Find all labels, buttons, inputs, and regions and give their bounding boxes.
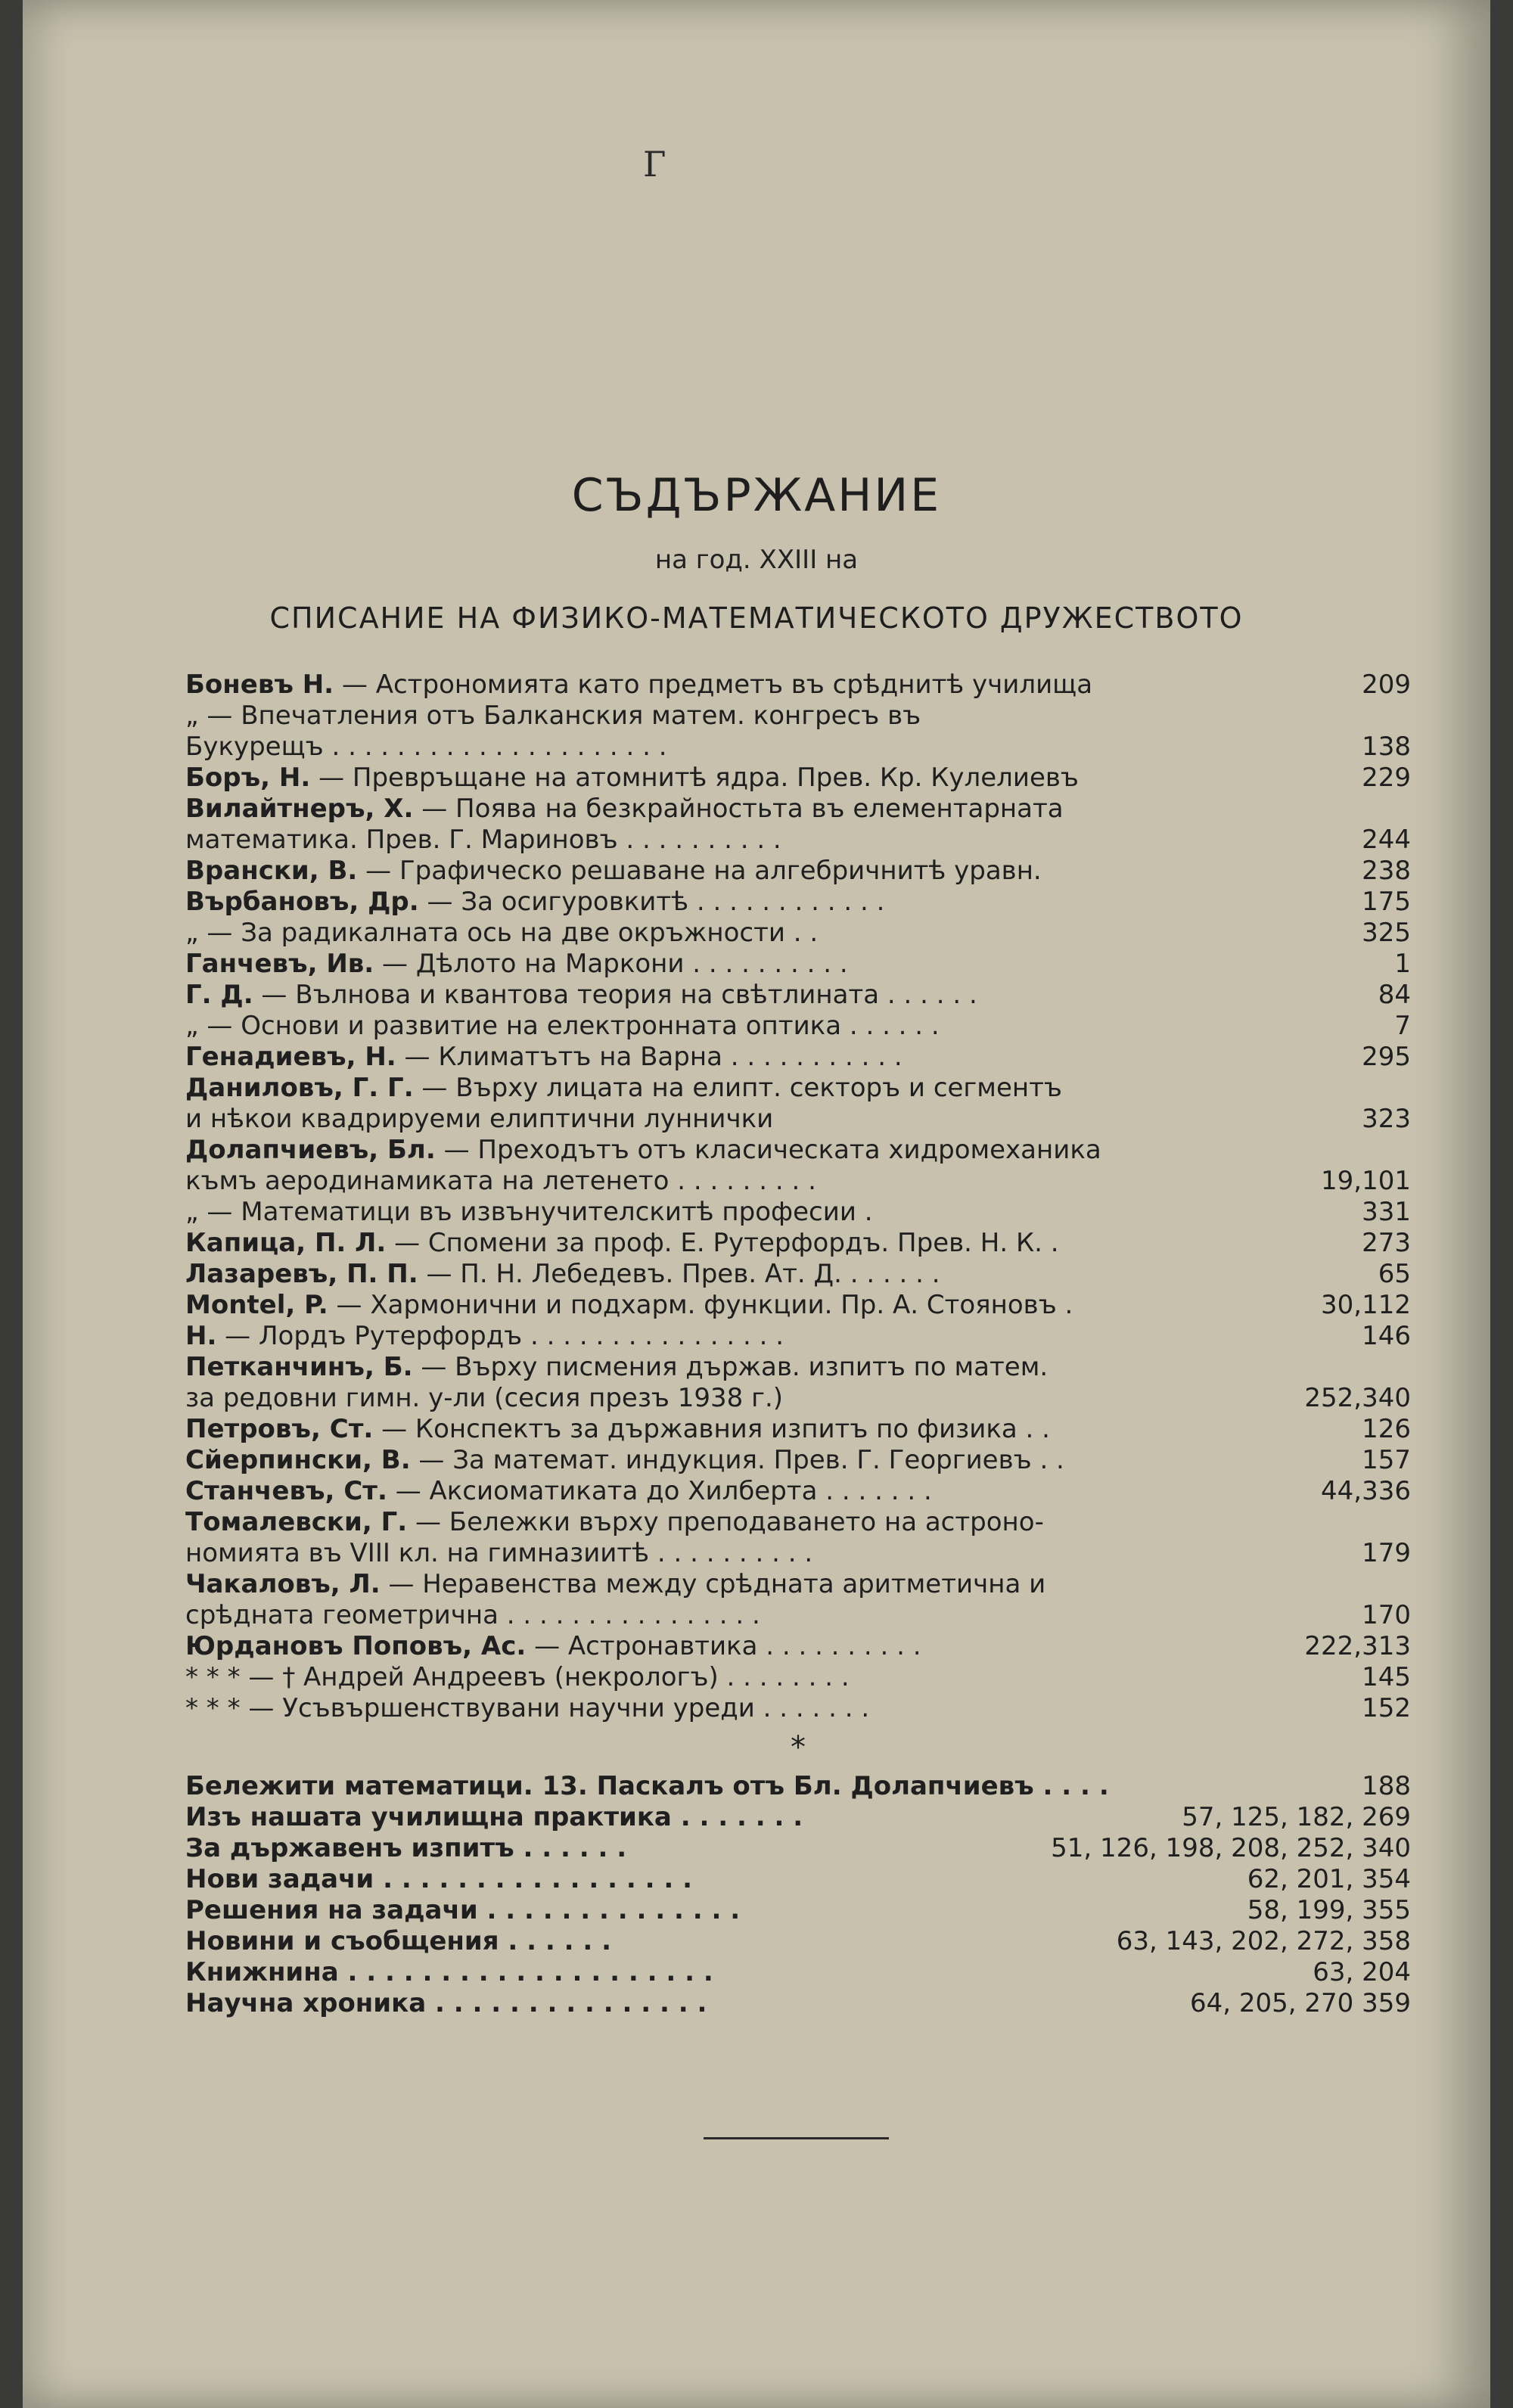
entry-author: Montel, P. (185, 1290, 328, 1320)
entry-title: — Спомени за проф. Е. Рутерфордъ. Прев. Н. К. . (386, 1228, 1059, 1258)
page-folio: Г (643, 144, 666, 185)
misc-pages: 64, 205, 270 359 (1190, 1988, 1411, 2018)
entry-text (185, 1600, 760, 1631)
entry-title: — Върху лицата на елипт. секторъ и сегментъ (413, 1073, 1062, 1103)
toc-entry (185, 1104, 1411, 1135)
entry-title: — Дѣлото на Маркони . . . . . . . . . . (374, 949, 848, 979)
toc-entry (185, 1197, 1411, 1228)
entry-title: — Превръщане на атомнитѣ ядра. Прев. Кр. Кулелиевъ (310, 763, 1079, 793)
entry-pages: 209 (1362, 670, 1411, 700)
toc-entry (185, 1662, 1411, 1693)
entry-text (185, 1259, 940, 1290)
entry-pages: 175 (1362, 887, 1411, 917)
entry-title: за редовни гимн. у-ли (сесия презъ 1938 г.) (185, 1383, 784, 1413)
entry-author: Даниловъ, Г. Г. (185, 1073, 414, 1103)
misc-title: Новини и съобщения . . . . . . (185, 1926, 612, 1956)
toc-entry (185, 1135, 1411, 1166)
entry-title: къмъ аеродинамиката на летенето . . . . . . . . . (185, 1166, 816, 1196)
entry-author: Петканчинъ, Б. (185, 1352, 413, 1382)
toc-entry (185, 1507, 1411, 1538)
entry-author: Чакаловъ, Л. (185, 1569, 381, 1599)
entry-text (185, 763, 1079, 794)
toc-entry (185, 1259, 1411, 1290)
misc-entry (185, 1895, 1411, 1926)
entry-author: Г. Д. (185, 980, 253, 1010)
entry-author: Долапчиевъ, Бл. (185, 1135, 436, 1165)
toc-entry (185, 918, 1411, 949)
entry-text (185, 1693, 869, 1724)
entry-text (185, 1104, 773, 1135)
toc-entry (185, 1538, 1411, 1569)
entry-text (185, 794, 1064, 825)
page-title: СЪДЪРЖАНИЕ (571, 469, 942, 522)
misc-title: Решения на задачи . . . . . . . . . . . . . . (185, 1895, 741, 1925)
misc-title: Нови задачи . . . . . . . . . . . . . . . . . (185, 1864, 693, 1894)
entry-title: — Астрономията като предметъ въ срѣднитѣ училища (334, 670, 1093, 700)
toc-entry (185, 1445, 1411, 1476)
toc-entry (185, 1631, 1411, 1662)
entry-author: Сйерпински, В. (185, 1445, 411, 1475)
entry-text (185, 1166, 816, 1197)
entry-title: „ — Впечатления отъ Балканския матем. конгресъ въ (185, 701, 921, 731)
entry-title: — Преходътъ отъ класическата хидромеханика (435, 1135, 1101, 1165)
entry-text (185, 1383, 783, 1414)
toc-entry (185, 1600, 1411, 1631)
misc-entry (185, 1771, 1411, 1802)
misc-entry (185, 1833, 1411, 1864)
misc-entry (185, 1926, 1411, 1957)
entry-title: — Лордъ Рутерфордъ . . . . . . . . . . . . . . . . (216, 1321, 784, 1351)
entry-title: номията въ VIII кл. на гимназиитѣ . . . . . . . . . . (185, 1538, 813, 1568)
entry-text (185, 1290, 1073, 1321)
misc-pages: 57, 125, 182, 269 (1182, 1802, 1411, 1832)
entry-pages: 331 (1362, 1197, 1411, 1227)
entry-author: Вилайтнеръ, Х. (185, 794, 414, 824)
misc-entry (185, 1988, 1411, 2019)
entry-title: — Астронавтика . . . . . . . . . . (526, 1631, 921, 1661)
toc-entry (185, 1383, 1411, 1414)
entry-text (185, 980, 977, 1011)
entry-text (185, 1476, 932, 1507)
misc-title: Научна хроника . . . . . . . . . . . . . . . (185, 1988, 707, 2018)
entry-title: „ — Основи и развитие на електронната оптика . . . . . . (185, 1011, 940, 1041)
entry-text (185, 1445, 1064, 1476)
entry-title: „ — За радикалната ось на две окръжности . . (185, 918, 819, 948)
entry-pages: 19,101 (1321, 1166, 1411, 1196)
entry-author: Н. (185, 1321, 217, 1351)
table-of-contents (185, 670, 1411, 2019)
entry-author: Ганчевъ, Ив. (185, 949, 374, 979)
entry-title: — Поява на безкрайностьта въ елементарната (413, 794, 1064, 824)
entry-text (185, 1073, 1062, 1104)
entry-author: Капица, П. Л. (185, 1228, 387, 1258)
entry-title: Букурещъ . . . . . . . . . . . . . . . . . . . . . (185, 732, 667, 762)
misc-entry (185, 1864, 1411, 1895)
volume-subtitle: на год. XXIII на (654, 545, 859, 575)
toc-entry (185, 1352, 1411, 1383)
toc-entry (185, 825, 1411, 856)
misc-pages: 51, 126, 198, 208, 252, 340 (1051, 1833, 1411, 1863)
entry-title: срѣдната геометрична . . . . . . . . . . . . . . . . (185, 1600, 760, 1630)
entry-pages: 84 (1378, 980, 1411, 1010)
entry-text (185, 1569, 1045, 1600)
entry-pages: 145 (1362, 1662, 1411, 1692)
toc-entry (185, 732, 1411, 763)
toc-entry (185, 763, 1411, 794)
toc-entry (185, 1042, 1411, 1073)
entry-author: Генадиевъ, Н. (185, 1042, 396, 1072)
journal-name: СПИСАНИЕ НА ФИЗИКО-МАТЕМАТИЧЕСКОТО ДРУЖЕСТВОТО (269, 601, 1244, 635)
misc-title: Изъ нашата училищна практика . . . . . . . (185, 1802, 803, 1832)
entry-text (185, 825, 781, 856)
toc-entry (185, 701, 1411, 732)
entry-text (185, 1352, 1048, 1383)
misc-title: Бележити математици. 13. Паскалъ отъ Бл. Долапчиевъ . . . . (185, 1771, 1109, 1801)
toc-entry (185, 1569, 1411, 1600)
toc-entry (185, 1476, 1411, 1507)
toc-entry (185, 856, 1411, 887)
toc-entry (185, 887, 1411, 918)
entry-pages: 126 (1362, 1414, 1411, 1444)
entry-pages: 170 (1362, 1600, 1411, 1630)
toc-entry (185, 1693, 1411, 1724)
entry-text (185, 1228, 1059, 1259)
entry-text (185, 701, 921, 732)
toc-entry (185, 1321, 1411, 1352)
entry-text (185, 670, 1092, 701)
entry-pages: 252,340 (1304, 1383, 1411, 1413)
toc-entry (185, 949, 1411, 980)
entry-title: — За осигуровкитѣ . . . . . . . . . . . . (418, 887, 885, 917)
entry-title: — Върху писмения държав. изпитъ по матем. (412, 1352, 1049, 1382)
entry-text (185, 1631, 921, 1662)
entry-title: * * * — † Андрей Андреевъ (некрологъ) . . . . . . . . (185, 1662, 850, 1692)
entry-pages: 273 (1362, 1228, 1411, 1258)
entry-pages: 179 (1362, 1538, 1411, 1568)
entry-title: и нѣкои квадрируеми елиптични луннички (185, 1104, 774, 1134)
entry-author: Лазаревъ, П. П. (185, 1259, 418, 1289)
entry-pages: 7 (1394, 1011, 1411, 1041)
entry-text (185, 887, 884, 918)
entry-title: математика. Прев. Г. Мариновъ . . . . . . . . . . (185, 825, 781, 855)
entry-author: Врански, В. (185, 856, 358, 886)
misc-pages: 63, 143, 202, 272, 358 (1116, 1926, 1411, 1956)
entry-title: — П. Н. Лебедевъ. Прев. Ат. Д. . . . . . . (418, 1259, 940, 1289)
misc-entry (185, 1802, 1411, 1833)
entry-text (185, 918, 818, 949)
entry-pages: 1 (1394, 949, 1411, 979)
misc-pages: 188 (1362, 1771, 1411, 1801)
entry-pages: 229 (1362, 763, 1411, 793)
entry-text (185, 1507, 1044, 1538)
entry-text (185, 1662, 850, 1693)
entry-text (185, 1042, 903, 1073)
entries-list (185, 670, 1411, 1724)
entry-text (185, 1414, 1050, 1445)
entry-title: — Конспектъ за държавния изпитъ по физика . . (373, 1414, 1050, 1444)
misc-pages: 58, 199, 355 (1247, 1895, 1411, 1925)
entry-title: „ — Математици въ извънучителскитѣ професии . (185, 1197, 873, 1227)
entry-pages: 222,313 (1304, 1631, 1411, 1661)
entry-pages: 65 (1378, 1259, 1411, 1289)
entry-author: Боневъ Н. (185, 670, 334, 700)
entry-author: Юрдановъ Поповъ, Ас. (185, 1631, 527, 1661)
entry-title: — Графическо решаване на алгебричнитѣ уравн. (357, 856, 1042, 886)
entry-text (185, 949, 848, 980)
section-separator: * (791, 1730, 806, 1765)
entry-pages: 325 (1362, 918, 1411, 948)
entry-pages: 157 (1362, 1445, 1411, 1475)
misc-pages: 62, 201, 354 (1247, 1864, 1411, 1894)
entry-text (185, 1197, 873, 1228)
toc-entry (185, 1011, 1411, 1042)
entry-pages: 244 (1362, 825, 1411, 855)
entry-title: — Неравенства между срѣдната аритметична и (380, 1569, 1046, 1599)
closing-rule (704, 2137, 889, 2139)
entry-pages: 146 (1362, 1321, 1411, 1351)
toc-entry (185, 1073, 1411, 1104)
misc-entry (185, 1957, 1411, 1988)
entry-author: Петровъ, Ст. (185, 1414, 374, 1444)
entry-title: — Бележки върху преподаването на астроно- (407, 1507, 1044, 1537)
misc-title: Книжнина . . . . . . . . . . . . . . . . . . . . (185, 1957, 713, 1987)
entry-text (185, 1135, 1101, 1166)
entry-author: Върбановъ, Др. (185, 887, 419, 917)
entry-author: Томалевски, Г. (185, 1507, 408, 1537)
entry-text (185, 1538, 812, 1569)
entry-author: Станчевъ, Ст. (185, 1476, 387, 1506)
entry-title: — Вълнова и квантова теория на свѣтлината . . . . . . (253, 980, 977, 1010)
entry-pages: 30,112 (1321, 1290, 1411, 1320)
entry-pages: 323 (1362, 1104, 1411, 1134)
entry-pages: 152 (1362, 1693, 1411, 1723)
toc-entry (185, 1166, 1411, 1197)
entry-text (185, 856, 1042, 887)
toc-entry (185, 1414, 1411, 1445)
toc-entry (185, 980, 1411, 1011)
entry-text (185, 1321, 784, 1352)
entry-title: — Аксиоматиката до Хилберта . . . . . . . (387, 1476, 932, 1506)
entry-author: Боръ, Н. (185, 763, 311, 793)
toc-entry (185, 1290, 1411, 1321)
entry-pages: 44,336 (1321, 1476, 1411, 1506)
misc-title: За държавенъ изпитъ . . . . . . (185, 1833, 627, 1863)
entry-pages: 295 (1362, 1042, 1411, 1072)
entry-text (185, 732, 667, 763)
toc-entry (185, 1228, 1411, 1259)
entry-title: — Хармонични и подхарм. функции. Пр. А. Стояновъ . (328, 1290, 1073, 1320)
entry-title: — За математ. индукция. Прев. Г. Георгиевъ . . (410, 1445, 1064, 1475)
entry-text (185, 1011, 940, 1042)
entry-pages: 138 (1362, 732, 1411, 762)
toc-entry (185, 670, 1411, 701)
misc-list (185, 1771, 1411, 2019)
entry-title: — Климатътъ на Варна . . . . . . . . . . . (396, 1042, 903, 1072)
entry-title: * * * — Усъвършенствувани научни уреди . . . . . . . (185, 1693, 870, 1723)
entry-pages: 238 (1362, 856, 1411, 886)
misc-pages: 63, 204 (1313, 1957, 1411, 1987)
toc-entry (185, 794, 1411, 825)
